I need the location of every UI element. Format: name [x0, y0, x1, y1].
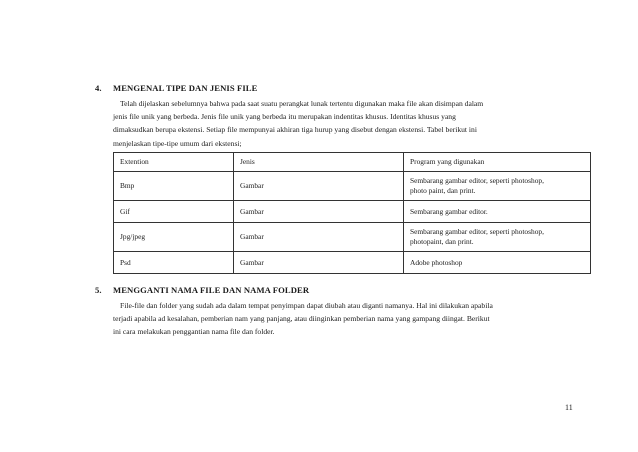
paragraph-line: ini cara melakukan penggantian nama file dan folder. [113, 327, 275, 337]
table-row [114, 252, 591, 274]
header-jenis: Jenis [234, 153, 404, 172]
header-extention: Extention [114, 153, 234, 172]
paragraph-line: jenis file unik yang berbeda. Jenis file unik yang berbeda itu merupakan indentitas khusus. Identitas khusus yang [113, 112, 456, 122]
section-5-number: 5. [95, 285, 102, 295]
file-extension-table [113, 152, 591, 274]
cell-jenis: Gambar [234, 252, 404, 274]
cell-jenis: Gambar [234, 201, 404, 223]
paragraph-line: menjelaskan tipe-tipe umum dari ekstensi; [113, 138, 242, 148]
paragraph-line: terjadi apabila ad kesalahan, pemberian nam yang panjang, atau diinginkan pemberian nama yang gampang diingat. Berikut [113, 314, 490, 324]
section-5-paragraph [113, 299, 591, 339]
cell-jenis: Gambar [234, 223, 404, 252]
cell-program [404, 252, 591, 274]
cell-jenis: Gambar [234, 172, 404, 201]
cell-program [404, 201, 591, 223]
paragraph-line: dimaksudkan berupa ekstensi. Setiap file mempunyai akhiran tiga hurup yang disebut dengan ekstensi. Tabel berikut ini [113, 125, 477, 135]
table-row [114, 223, 591, 252]
cell-extension: Jpg/jpeg [114, 223, 234, 252]
table-row [114, 172, 591, 201]
cell-program [404, 223, 591, 252]
cell-program-line: Sembarang gambar editor. [410, 206, 488, 216]
cell-extension: Psd [114, 252, 234, 274]
table-row [114, 201, 591, 223]
section-4-number: 4. [95, 83, 102, 93]
section-4-heading [95, 83, 257, 93]
paragraph-line: Telah dijelaskan sebelumnya bahwa pada saat suatu perangkat lunak tertentu digunakan maka file akan disimpan dalam [120, 99, 484, 108]
section-4-paragraph [113, 97, 591, 150]
cell-program-line: Adobe photoshop [410, 257, 463, 267]
paragraph-line: File-file dan folder yang sudah ada dalam tempat penyimpan dapat diubah atau diganti namanya. Hal ini dilakukan apabila [120, 301, 493, 310]
cell-program-line: photo paint, dan print. [410, 186, 476, 195]
cell-extension: Bmp [114, 172, 234, 201]
page-number: 11 [565, 403, 573, 412]
cell-program-line: photopaint, dan print. [410, 237, 474, 246]
cell-extension: Gif [114, 201, 234, 223]
table-header-row [114, 153, 591, 172]
header-program: Program yang digunakan [404, 153, 591, 172]
section-5-title: MENGGANTI NAMA FILE DAN NAMA FOLDER [113, 285, 310, 295]
cell-program-line: Sembarang gambar editor, seperti photoshop, [410, 176, 544, 185]
section-5-heading [95, 285, 309, 295]
cell-program-line: Sembarang gambar editor, seperti photoshop, [410, 227, 544, 236]
section-4-title: MENGENAL TIPE DAN JENIS FILE [113, 83, 258, 93]
cell-program [404, 172, 591, 201]
